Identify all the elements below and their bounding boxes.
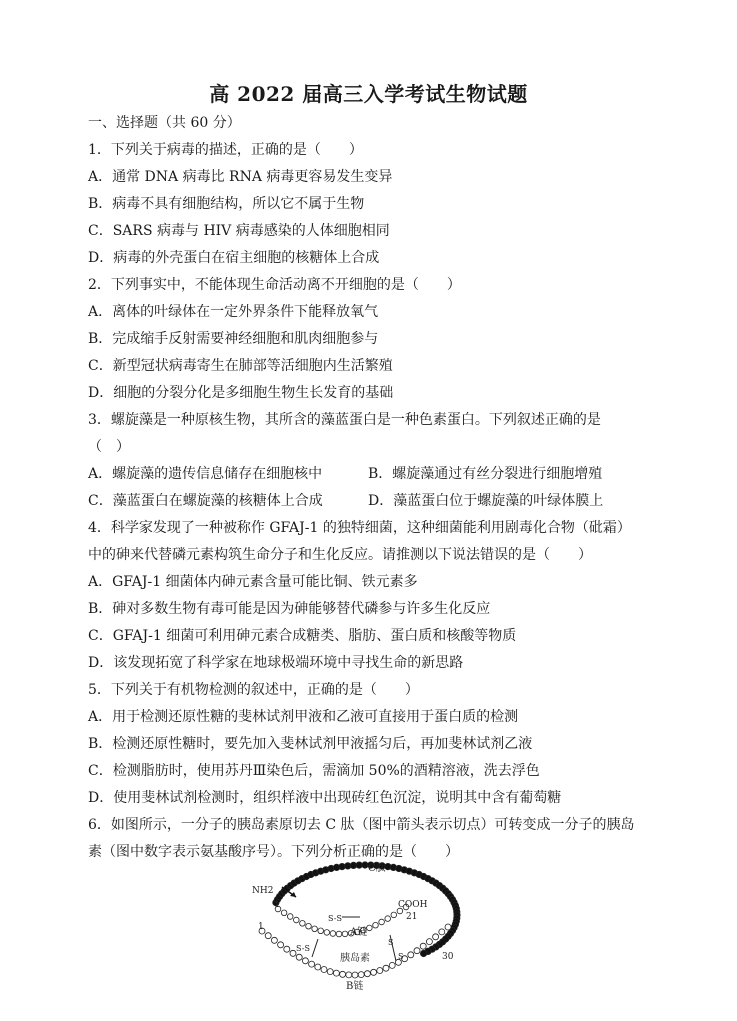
q1-option-c: C．SARS 病毒与 HIV 病毒感染的人体细胞相同 [88, 223, 390, 239]
label-num-21: 21 [406, 912, 418, 922]
b-chain-residue [327, 969, 333, 975]
label-num-30: 30 [442, 952, 454, 962]
q5-option-a: A．用于检测还原性糖的斐林试剂甲液和乙液可直接用于蛋白质的检测 [88, 709, 519, 725]
a-chain-residue [391, 912, 397, 918]
a-chain-residue [287, 914, 293, 920]
q1-option-a: A．通常 DNA 病毒比 RNA 病毒更容易发生变异 [88, 169, 393, 185]
b-chain-residue [371, 969, 377, 975]
a-chain-residue [312, 926, 318, 932]
label-num-1b: 1 [258, 922, 264, 932]
q3-option-a: A．螺旋藻的遗传信息储存在细胞核中 [88, 466, 323, 482]
b-chain-residue [426, 939, 432, 945]
label-cooh: COOH [398, 900, 428, 910]
q2-stem: 2．下列事实中，不能体现生命活动离不开细胞的是（ ） [88, 277, 461, 293]
q3-options-row1 [88, 461, 653, 488]
a-chain-residue [281, 910, 287, 916]
label-nh2: NH2 [252, 886, 274, 896]
b-chain-residue [383, 965, 389, 971]
b-chain-residue [265, 933, 271, 939]
b-chain-residue [302, 958, 308, 964]
b-chain-residue [445, 924, 451, 930]
disulfide-bond-1 [312, 939, 318, 957]
b-chain-residue [296, 954, 302, 960]
q6-stem: 6．如图所示，一分子的胰岛素原切去 C 肽（图中箭头表示切点）可转变成一分子的胰岛 [88, 817, 635, 833]
q5-stem: 5．下列关于有机物检测的叙述中，正确的是（ ） [88, 682, 419, 698]
q2-option-a: A．离体的叶绿体在一定外界条件下能释放氧气 [88, 304, 379, 320]
q3-option-d: D．藻蓝蛋白位于螺旋藻的叶绿体膜上 [368, 493, 604, 509]
q3-option-c: C．藻蓝蛋白在螺旋藻的核糖体上合成 [88, 493, 323, 509]
q2-option-d: D．细胞的分裂分化是多细胞生物生长发育的基础 [88, 385, 394, 401]
a-chain-residue [373, 922, 379, 928]
b-chain-residue [333, 970, 339, 976]
a-chain-residue [300, 921, 306, 927]
exam-title: 高 2022 届高三入学考试生物试题 [209, 82, 528, 106]
b-chain-residue [420, 943, 426, 949]
label-ss-2: S-S [296, 944, 310, 953]
q4-option-c: C．GFAJ-1 细菌可利用砷元素合成糖类、脂肪、蛋白质和核酸等物质 [88, 628, 517, 644]
q1-option-b: B．病毒不具有细胞结构，所以它不属于生物 [88, 196, 365, 212]
b-chain-residue [408, 952, 414, 958]
q1-option-d: D．病毒的外壳蛋白在宿主细胞的核糖体上合成 [88, 250, 380, 266]
b-chain-residue [271, 937, 277, 943]
b-chain-residue [309, 961, 315, 967]
q3-option-b: B．螺旋藻通过有丝分裂进行细胞增殖 [368, 466, 603, 482]
b-chain-residue [315, 964, 321, 970]
q5-option-d: D．使用斐林试剂检测时，组织样液中出现砖红色沉淀，说明其中含有葡萄糖 [88, 790, 562, 806]
b-chain-residue [321, 967, 327, 973]
exam-content [88, 110, 653, 866]
b-chain-residue [377, 968, 383, 974]
section-heading: 一、选择题（共 60 分） [88, 115, 241, 131]
label-insulin: 胰岛素 [340, 953, 370, 964]
a-chain-residue [336, 931, 342, 937]
b-chain-residue [414, 948, 420, 954]
q4-option-d: D．该发现拓宽了科学家在地球极端环境中寻找生命的新思路 [88, 655, 464, 671]
q4-stem-cont: 中的砷来代替磷元素构筑生命分子和生化反应。请推测以下说法错误的是（ ） [88, 547, 592, 563]
q3-options-row2 [88, 488, 653, 515]
b-chain-residue [433, 934, 439, 940]
a-chain-residue [367, 925, 373, 931]
b-chain-residue [340, 971, 346, 977]
b-chain-residue [346, 972, 352, 978]
q2-option-c: C．新型冠状病毒寄生在肺部等活细胞内生活繁殖 [88, 358, 393, 374]
a-chain [275, 904, 409, 937]
q1-stem: 1．下列关于病毒的描述，正确的是（ ） [88, 142, 363, 158]
q3-stem-bracket: （ ） [88, 439, 130, 455]
b-chain-residue [389, 962, 395, 968]
a-chain-residue [294, 917, 300, 923]
label-num-1a: 1 [274, 900, 280, 910]
a-chain-residue [330, 931, 336, 937]
a-chain-residue [342, 931, 348, 937]
q6-stem-cont: 素（图中数字表示氨基酸序号）。下列分析正确的是（ ） [88, 844, 459, 860]
b-chain-residue [364, 971, 370, 977]
label-c-peptide: C肽 [368, 863, 386, 874]
q4-option-a: A．GFAJ-1 细菌体内砷元素含量可能比铜、铁元素多 [88, 574, 418, 590]
label-ss-1: S-S [328, 914, 342, 923]
q5-option-b: B．检测还原性糖时，要先加入斐林试剂甲液摇匀后，再加斐林试剂乙液 [88, 736, 533, 752]
b-chain-residue [439, 929, 445, 935]
proinsulin-diagram [250, 857, 480, 1021]
q2-option-b: B．完成缩手反射需要神经细胞和肌肉细胞参与 [88, 331, 379, 347]
a-chain-residue [306, 923, 312, 929]
label-s-1: S [388, 938, 394, 947]
b-chain-residue [278, 942, 284, 948]
b-chain-residue [352, 972, 358, 978]
q4-option-b: B．砷对多数生物有毒可能是因为砷能够替代磷参与许多生化反应 [88, 601, 491, 617]
b-chain-residue [358, 972, 364, 978]
a-chain-residue [318, 928, 324, 934]
c-peptide-residue [420, 950, 426, 956]
q5-option-c: C．检测脂肪时，使用苏丹Ⅲ染色后，需滴加 50%的酒精溶液，洗去浮色 [88, 763, 540, 779]
q4-stem: 4．科学家发现了一种被称作 GFAJ-1 的独特细菌，这种细菌能利用剧毒化合物（砒霜） [88, 520, 631, 536]
label-a-chain: A链 [350, 927, 368, 938]
a-chain-residue [324, 930, 330, 936]
b-chain-residue [284, 946, 290, 952]
label-b-chain: B链 [346, 981, 364, 992]
q3-stem: 3．螺旋藻是一种原核生物，其所含的藻蓝蛋白是一种色素蛋白。下列叙述正确的是 [88, 412, 601, 428]
a-chain-residue [385, 916, 391, 922]
a-chain-residue [379, 919, 385, 925]
label-s-2: S [398, 952, 404, 961]
